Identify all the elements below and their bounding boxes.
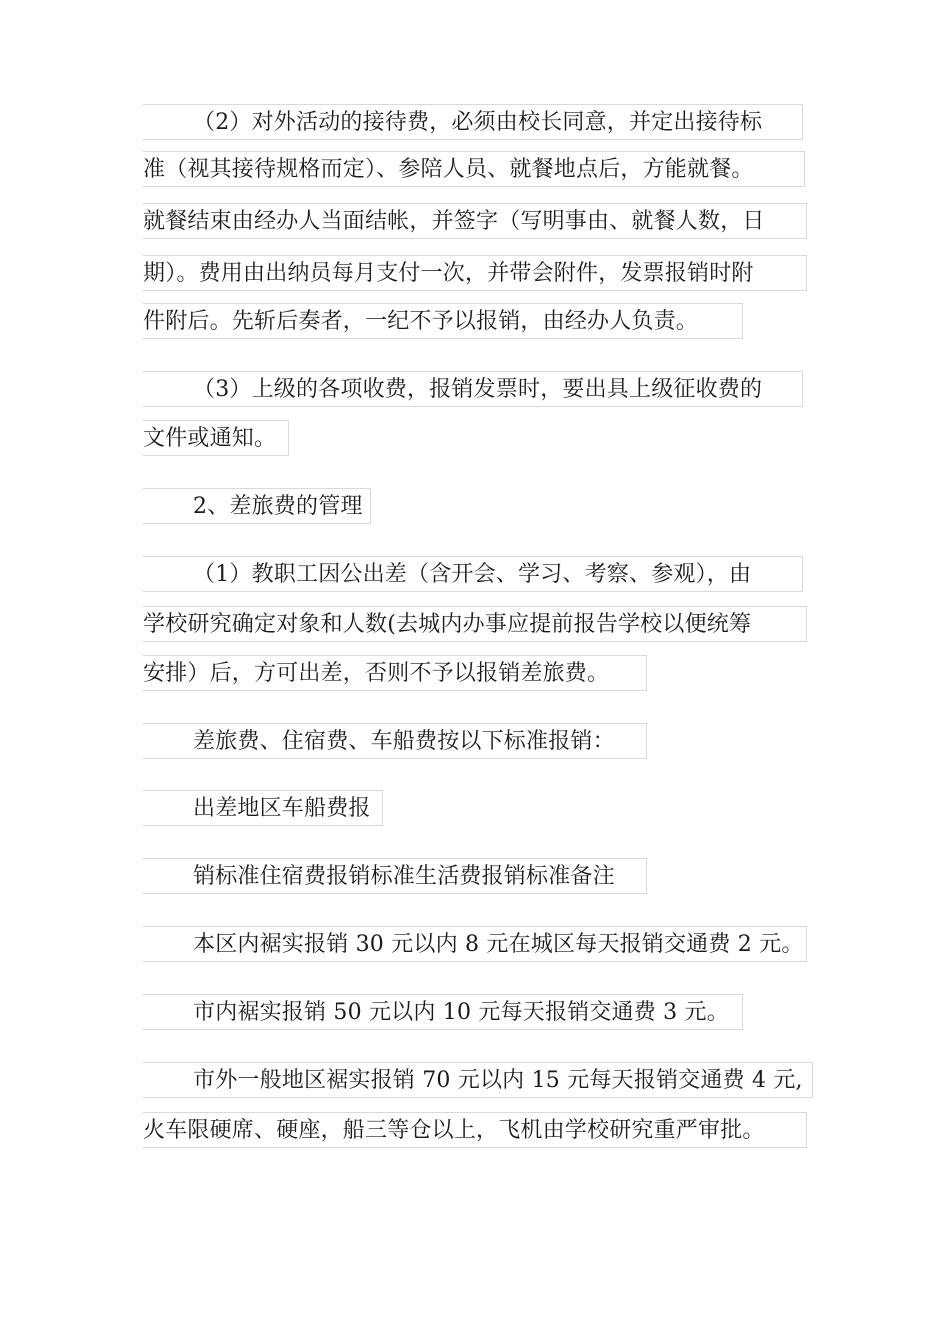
- text-line: 件附后。先斩后奏者，一纪不予以报销，由经办人负责。: [143, 303, 743, 339]
- text-line: 差旅费、住宿费、车船费按以下标准报销：: [143, 723, 647, 759]
- text-line: （1）教职工因公出差（含开会、学习、考察、参观），由: [143, 556, 803, 592]
- section-heading: 2、差旅费的管理: [143, 488, 371, 524]
- text-line: 学校研究确定对象和人数(去城内办事应提前报告学校以便统筹: [143, 606, 807, 642]
- text-line: （3）上级的各项收费，报销发票时，要出具上级征收费的: [143, 371, 803, 407]
- text-line: 安排）后，方可出差，否则不予以报销差旅费。: [143, 655, 647, 691]
- text-line: 销标准住宿费报销标准生活费报销标准备注: [143, 858, 647, 894]
- text-line: 本区内裾实报销 30 元以内 8 元在城区每天报销交通费 2 元。: [143, 926, 807, 962]
- text-line: 火车限硬席、硬座，船三等仓以上，飞机由学校研究重严审批。: [143, 1112, 807, 1148]
- text-line: 出差地区车船费报: [143, 790, 383, 826]
- text-line: 文件或通知。: [143, 420, 289, 456]
- text-line: 市外一般地区裾实报销 70 元以内 15 元每天报销交通费 4 元,: [143, 1062, 813, 1098]
- text-line: 期）。费用由出纳员每月支付一次，并带会附件，发票报销时附: [143, 255, 807, 291]
- text-line: （2）对外活动的接待费，必须由校长同意，并定出接待标: [143, 104, 803, 140]
- text-line: 市内裾实报销 50 元以内 10 元每天报销交通费 3 元。: [143, 994, 743, 1030]
- text-line: 就餐结束由经办人当面结帐，并签字（写明事由、就餐人数，日: [143, 203, 807, 239]
- text-line: 准（视其接待规格而定）、参陪人员、就餐地点后，方能就餐。: [143, 151, 805, 187]
